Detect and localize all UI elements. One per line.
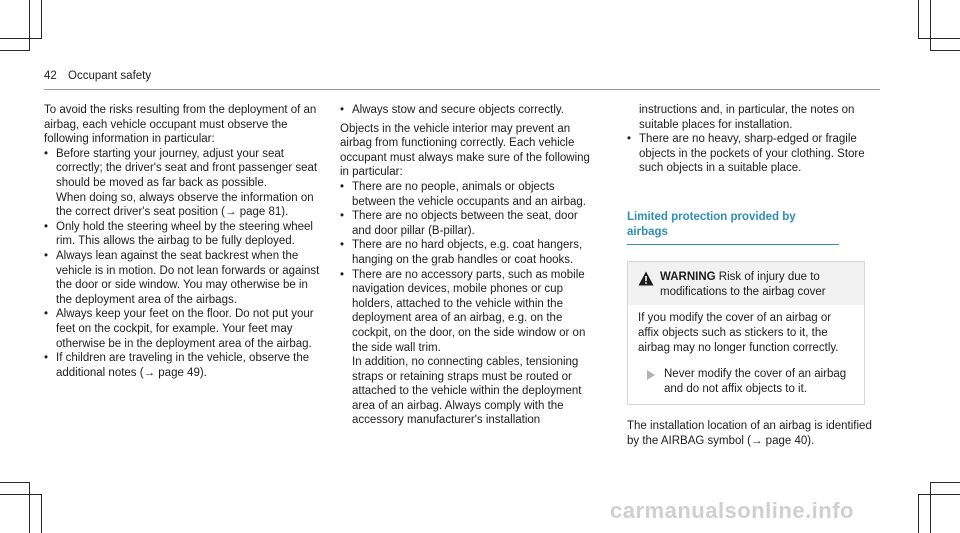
warning-label: WARNING [660, 271, 716, 284]
list-item-continuation: In addition, no connecting cables, tensioning straps or retaining straps must be routed or attached to the vehicle within the deployment area of an airbag. Always comply with the accessory manufacturer's installation [352, 356, 582, 427]
crop-mark [0, 482, 30, 483]
list-item: • There are no people, animals or objects between the vehicle occupants and an airbag. [340, 180, 598, 209]
crop-mark [41, 494, 42, 533]
crop-mark [0, 50, 30, 51]
list-item: • Only hold the steering wheel by the steering wheel rim. This allows the airbag to be fully deployed. [44, 220, 322, 249]
page-header [44, 70, 151, 82]
intro-paragraph: To avoid the risks resulting from the deployment of an airbag, each vehicle occupant must observe the following information in particular: [44, 104, 317, 146]
crop-mark [918, 494, 919, 533]
warning-body [628, 305, 864, 404]
list-item: • There are no objects between the seat, door and door pillar (B-pillar). [340, 209, 598, 238]
warning-box [627, 261, 865, 405]
page-number: 42 [44, 70, 57, 82]
bullet-list [340, 180, 598, 428]
watermark: carmanualsonline.info [610, 498, 854, 523]
bullet-list [340, 103, 598, 118]
crop-mark [918, 494, 960, 495]
crop-mark [930, 482, 931, 533]
paragraph: The installation location of an airbag is identified by the AIRBAG symbol (→ page 40). [627, 420, 872, 447]
list-item: • There are no hard objects, e.g. coat hangers, hanging on the grab handles or coat hooks. [340, 238, 598, 267]
crop-mark [930, 0, 931, 50]
list-item-continuation: When doing so, always observe the information on the correct driver's seat position (→ page 81). [56, 191, 314, 219]
section-heading: Limited protection provided by airbags [627, 210, 839, 245]
crop-mark [930, 50, 960, 51]
bullet-list [627, 132, 882, 176]
instruction-text: Never modify the cover of an airbag and do not affix objects to it. [664, 368, 847, 395]
crop-mark [29, 0, 30, 50]
crop-mark [930, 482, 960, 483]
section-name: Occupant safety [68, 70, 152, 82]
list-item: • Before starting your journey, adjust your seat correctly; the driver's seat and front passenger seat should be moved as far back as possible. [44, 147, 322, 191]
column-2 [340, 103, 598, 428]
crop-mark [41, 0, 42, 38]
warning-header [628, 262, 864, 305]
instruction-item [638, 367, 854, 396]
warning-triangle-icon [638, 271, 654, 286]
play-arrow-icon [646, 370, 656, 380]
warning-text: If you modify the cover of an airbag or affix objects such as stickers to it, the airbag may no longer function correctly. [638, 312, 839, 354]
list-item: • There are no accessory parts, such as mobile navigation devices, mobile phones or cup holders, attached to the vehicle within the deployment area of an airbag, e.g. on the cockpit, on the door, on the side window or on the side wall trim. [340, 268, 598, 356]
crop-mark [918, 38, 960, 39]
list-item: • Always keep your feet on the floor. Do not put your feet on the cockpit, for example. Your feet may otherwise be in the deployment area of the airbag. [44, 307, 322, 351]
list-item: • Always lean against the seat backrest when the vehicle is in motion. Do not lean forwards or against the door or side window. You may otherwise be in the deployment area of the airbags. [44, 249, 322, 307]
list-item: • There are no heavy, sharp-edged or fragile objects in the pockets of your clothing. Store such objects in a suitable place. [627, 132, 882, 176]
bullet-list [44, 147, 322, 381]
column-1 [44, 103, 322, 380]
crop-mark [0, 494, 42, 495]
crop-mark [0, 38, 42, 39]
list-item: • Always stow and secure objects correctly. [340, 103, 598, 118]
crop-mark [918, 0, 919, 38]
header-rule [44, 89, 880, 90]
crop-mark [29, 482, 30, 533]
column-3 [627, 103, 882, 449]
list-item-continuation: instructions and, in particular, the notes on suitable places for installation. [639, 104, 855, 131]
warning-headline: Risk of injury due to modifications to the airbag cover [660, 271, 826, 298]
paragraph: Objects in the vehicle interior may prevent an airbag from functioning correctly. Each vehicle occupant must always make sure of the following in particular: [340, 122, 590, 179]
list-item: • If children are traveling in the vehicle, observe the additional notes (→ page 49). [44, 351, 322, 380]
